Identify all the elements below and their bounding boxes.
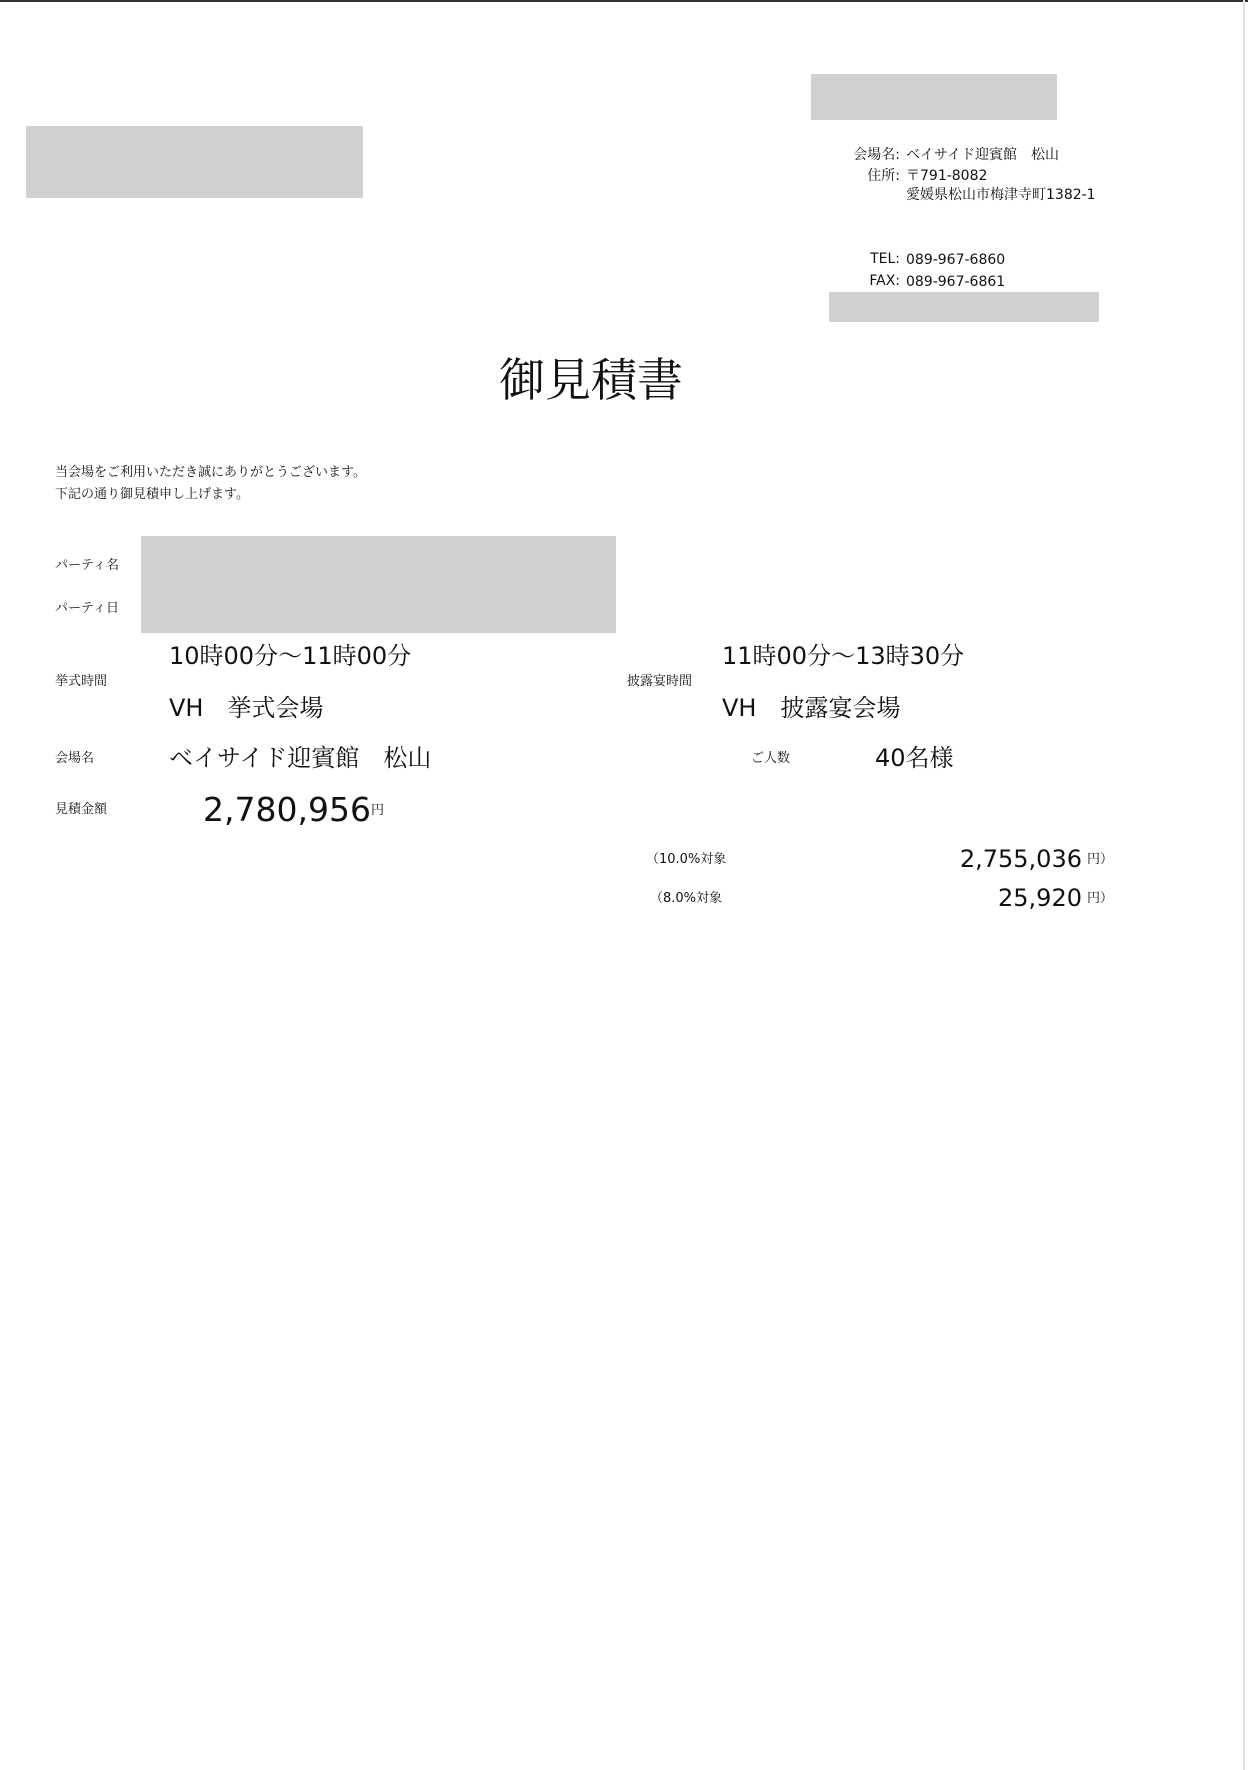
- redacted-party-details: [141, 536, 616, 633]
- redacted-stamp: [829, 292, 1099, 322]
- tel-number: 089-967-6860: [906, 252, 1006, 268]
- redacted-logo: [811, 74, 1057, 120]
- venue-name-label: 会場名:: [853, 147, 900, 163]
- party-date-label: パーティ日: [55, 601, 119, 616]
- estimate-label: 見積金額: [55, 802, 108, 817]
- tax-8-label: （8.0%対象: [650, 891, 723, 906]
- redacted-recipient: [26, 126, 363, 198]
- ceremony-place: VH 挙式会場: [169, 694, 324, 722]
- reception-time-label: 披露宴時間: [627, 674, 693, 689]
- venue-name: ベイサイド迎賓館 松山: [906, 147, 1060, 163]
- reception-time: 11時00分〜13時30分: [722, 642, 965, 670]
- page-top-border: [0, 0, 1248, 2]
- guests-count: 40名様: [875, 744, 954, 772]
- venue-name-value: ベイサイド迎賓館 松山: [169, 744, 432, 772]
- ceremony-time-label: 挙式時間: [55, 674, 108, 689]
- estimate-amount: 2,780,956: [203, 790, 371, 829]
- venue-label: 会場名: [55, 751, 95, 766]
- tax-10-amount: 2,755,036: [959, 845, 1082, 873]
- document-title: 御見積書: [499, 353, 683, 407]
- fax-label: FAX:: [869, 273, 900, 289]
- ceremony-time: 10時00分〜11時00分: [169, 642, 412, 670]
- tel-label: TEL:: [870, 251, 900, 267]
- tax-8-unit: 円）: [1087, 891, 1114, 906]
- address-label: 住所:: [867, 168, 900, 184]
- reception-place: VH 披露宴会場: [722, 694, 901, 722]
- page-right-border: [1243, 0, 1245, 1770]
- address: 愛媛県松山市梅津寺町1382-1: [906, 187, 1096, 203]
- postal-code: 〒791-8082: [906, 168, 988, 184]
- party-name-label: パーティ名: [55, 558, 119, 573]
- greeting-line-1: 当会場をご利用いただき誠にありがとうございます。: [55, 465, 366, 480]
- guests-label: ご人数: [751, 751, 791, 766]
- estimate-yen: 円: [371, 803, 385, 818]
- tax-10-unit: 円）: [1087, 852, 1114, 867]
- greeting-line-2: 下記の通り御見積申し上げます。: [55, 487, 249, 502]
- tax-8-amount: 25,920: [998, 884, 1082, 912]
- tax-10-label: （10.0%対象: [646, 852, 727, 867]
- fax-number: 089-967-6861: [906, 274, 1006, 290]
